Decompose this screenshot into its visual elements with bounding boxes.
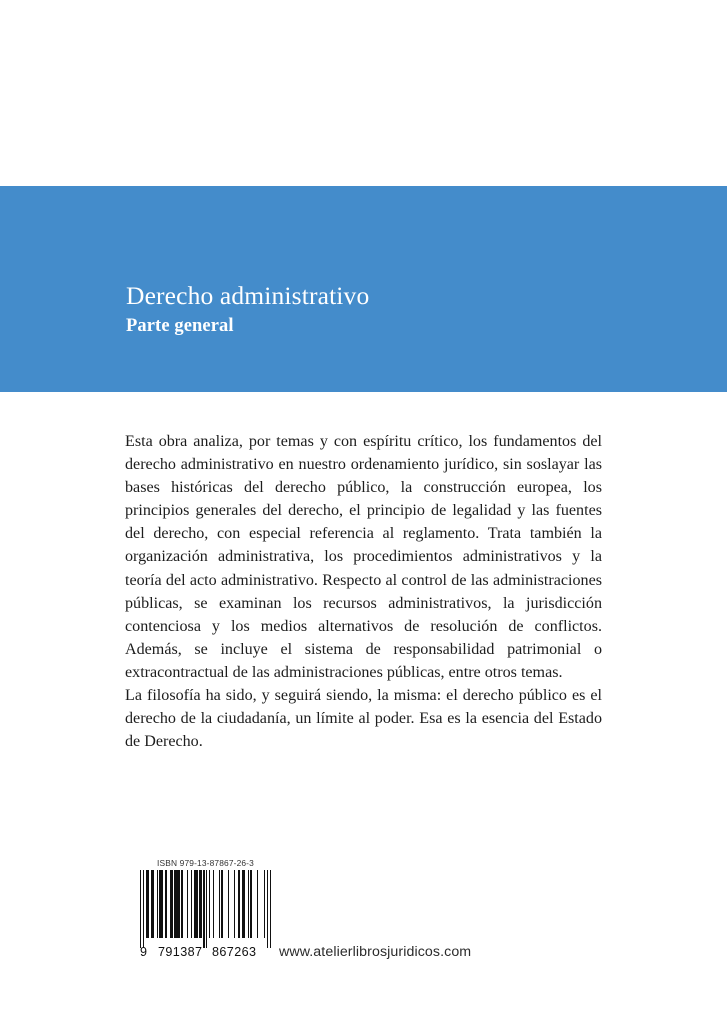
isbn-barcode-block	[140, 858, 271, 962]
book-title: Derecho administrativo	[126, 281, 370, 310]
back-cover-blurb	[125, 430, 602, 753]
ean-left-group: 791387	[158, 945, 203, 959]
ean-right-group: 867263	[212, 945, 257, 959]
ean-lead-digit: 9	[140, 945, 148, 959]
barcode-bars-icon	[140, 870, 271, 948]
publisher-url[interactable]: www.atelierlibrosjuridicos.com	[279, 944, 472, 960]
ean-digits	[140, 945, 271, 962]
book-subtitle: Parte general	[126, 315, 234, 336]
title-band	[0, 186, 727, 392]
title-band-content	[126, 282, 626, 336]
blurb-paragraph-2: La filosofía ha sido, y seguirá siendo, la misma: el derecho público es el derecho de la ciudadanía, un límite al poder. Esa es la esencia del Estado de Derecho.	[125, 687, 602, 751]
blurb-paragraph-1: Esta obra analiza, por temas y con espíritu crítico, los fundamentos del derecho administrativo en nuestro ordenamiento jurídico, sin soslayar las bases históricas del derecho público, la construcción europea, los principios generales del derecho, el principio de legalidad y las fuentes del derecho, con especial referencia al reglamento. Trata también la organización administrativa, los procedimientos administrativos y la teoría del acto administrativo. Respecto al control de las administraciones públicas, se examinan los recursos administrativos, la jurisdicción contenciosa y los medios alternativos de resolución de conflictos. Además, se incluye el sistema de responsabilidad patrimonial o extracontractual de las administraciones públicas, entre otros temas.	[125, 433, 602, 681]
isbn-label: ISBN 979-13-87867-26-3	[157, 858, 254, 868]
